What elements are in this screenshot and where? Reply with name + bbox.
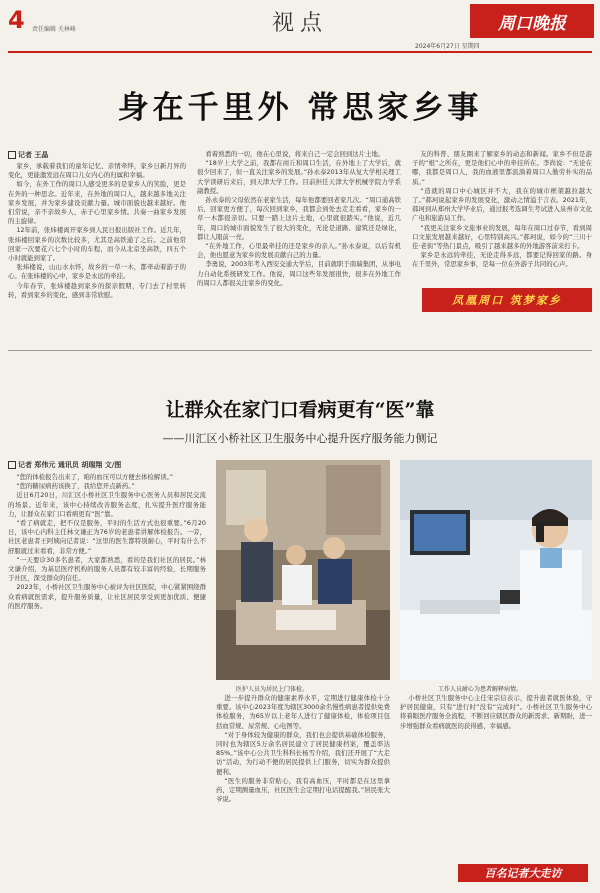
article1-byline: 记者 王晶 xyxy=(8,150,48,160)
home-visit-image xyxy=(216,460,390,680)
paragraph: 今年春节，张炜楼趁到家乡的探亲假期，专门去了村里转转，看到家乡的变化，感到非常欣慰。 xyxy=(8,281,186,299)
photo-staff-phone xyxy=(400,460,592,680)
article1-headline: 身在千里外 常思家乡事 xyxy=(117,90,483,126)
photo-staff-phone-caption: 工作人员耐心为患者解释病情。 xyxy=(438,686,523,693)
paragraph: 李勇说，2003年考入西安交通大学后，目前就职于南瑞集团，从事电力自动化系统研发工作。他说，周口这些年发展很快，很多在外地工作的周口人都很关注家乡的变化。 xyxy=(197,260,401,287)
paragraph: 家乡，承载着我们的童年记忆、亲情牵绊，家乡日新月异的变化，更能激发远在周口儿女内心的归属和幸福。 xyxy=(8,162,186,180)
article2-column-1 xyxy=(8,473,206,885)
paragraph: “18岁上大学之前，我都在商丘和周口生活，在外地上了大学后，就很少回来了，但一直关注家乡的发展。”孙永泰2013年从复大学相关理工大学读研后来后，到天津大学工作。目前担任天津大学机械学院力学系副教授。 xyxy=(197,159,401,195)
paragraph: “在外地工作，心里最牵挂的还是家乡的亲人。”孙永泰说，以后有机会，他也愿意为家乡的发展贡献自己的力量。 xyxy=(197,242,401,260)
editor-credit: 责任编辑 关林峰 xyxy=(32,26,76,33)
article2-byline: 记者 郑伟元 通讯员 胡瑞翔 文/图 xyxy=(8,460,121,470)
paragraph: “看了病就走，把不仅是服务，平时的生活方式也很重要。”6月20日，该中心内科主任林文谦正为76岁的老患者讲解体检报告。一旁，社区老患者王阿姨向记者说：“这里的医生都特别耐心，平时有什么不舒服就过来看看，非常方便。” xyxy=(8,519,206,555)
paragraph: “您的糖尿病药该换了，我给您开点新药。” xyxy=(16,482,135,491)
article2-headline: 让群众在家门口看病更有“医”靠 xyxy=(165,399,435,421)
paragraph: 进一步提升群众的健康素养水平，定期进行健康体检十分重要。该中心2023年度为辖区3000余名慢性病患者提供免费体检服务，为65岁以上老年人进行了健康体检，体检项目包括血常规、尿常规、心电图等。 xyxy=(216,694,390,730)
article1-column-1 xyxy=(8,162,186,342)
photo-home-visit-caption: 医护人员为居民上门体检。 xyxy=(236,686,309,693)
paragraph: “医生的服务非常贴心，我有高血压，平时都是在这里拿药，定期测量血压，社区医生会定期打电话提醒我。”居民张大爷说。 xyxy=(216,776,390,804)
campaign-banner: 百名记者大走访 xyxy=(458,864,588,882)
byline-box-icon xyxy=(8,461,16,469)
newspaper-logo xyxy=(470,4,594,38)
column-name: 视点 xyxy=(272,11,329,36)
page-number: 4 xyxy=(8,6,25,34)
series-banner: 凤凰周口 筑梦家乡 xyxy=(422,288,592,312)
section-divider xyxy=(8,350,592,351)
header-rule xyxy=(8,51,592,53)
paragraph: “一天要诊30多名患者，大家都熟悉，看的是我们社区的居民。”林文谦介绍，为基层医疗机构的服务人员都有较丰富的经验，长期服务于社区，深受群众的信任。 xyxy=(8,555,206,583)
paragraph: 近日6月20日，川汇区小桥社区卫生服务中心医务人员和居民交流的场景。近年来，该中心持续改善服务态度，扎实提升医疗服务能力，让群众在家门口看病更有“医”靠。 xyxy=(8,491,206,518)
photo-home-visit xyxy=(216,460,390,680)
logo-text: 周口晚报 xyxy=(498,13,566,34)
paragraph: 张炜楼说，山山水水怀，故乡的一草一木，都牵动着游子的心。在张炜楼的心中，家乡是永远的牵挂。 xyxy=(8,263,186,281)
staff-phone-image xyxy=(400,460,592,680)
issue-date: 2024年6月27日 星期四 xyxy=(415,43,480,50)
paragraph: 小桥社区卫生服务中心主任宋宗信表示，提升患者就医体验，守护居民健康，只有“进行时”没有“完成时”。小桥社区卫生服务中心将着眼医疗服务全流程，不断回应辖区群众的新需求、新期盼，进一步增强群众看病就医的获得感、幸福感。 xyxy=(400,694,592,730)
paragraph: 12年前，张炜楼离开家乡到人民日报出版社工作。近几年，张炜楼回家乡的次数比较多，尤其是高铁通了之后。之前他常回家一次要花六七个小时的车程，而今从北京坐高铁，四五个小时就能到家了。 xyxy=(8,226,186,263)
article2-column-2 xyxy=(216,694,390,886)
paragraph: “您的体检报告出来了，咱的血压可以方便去体检解读。” xyxy=(16,473,174,481)
paragraph: “造就的周口中心城区并不大，我在的城市框架越拉越大了。”郝珂说起家乡的发展变化，激动之情溢于言表。2021年，郝珂到从郑州大学毕业后，通过报考选调生考试进入泉州市文化广电和旅游局工作。 xyxy=(412,186,592,223)
paragraph: 家乡是永远的牵挂，无论走得多远，都要记得回家的路。身在千里外，常思家乡事，是每一位在外游子共同的心声。 xyxy=(412,251,592,269)
paragraph: “我更关注家乡文旅事业的发展，每年在周口过春节，看到周口文旅发展越来越好，心里特别高兴。”郝珂说，如今的“三川十佳·老街”等热门景点，吸引了越来越多的外地游客前来打卡。 xyxy=(412,223,592,251)
paragraph: “对于身体较为健康的群众，我们也会提供基础体检服务，同时也为辖区5万余名居民建立了居民健康档案，覆盖率达85%。”该中心公共卫生科科长杨雪介绍，我们还开展了“大走访”活动，为行动不便的居民提供上门服务，切实为群众提供便利。 xyxy=(216,730,390,776)
article1-column-3 xyxy=(412,150,592,284)
byline-box-icon xyxy=(8,151,16,159)
paragraph: 如今，在外工作的周口人感受更多的是家乡人的笑脸，更是在外的一种思念。近年来，在外地的周口人，越来越多地关注家乡发展，并为家乡建设贡献力量。城市面貌也越来越好。他们常说，亲不亲故乡人，赤子心里家乡情。共奏一曲家乡发展的主旋律。 xyxy=(8,180,186,226)
article1-column-2 xyxy=(197,150,401,342)
paragraph: 看着熟悉的一切，他在心里说，将来自己一定会回到这片土地。 xyxy=(205,150,385,158)
paragraph: 孙永泰的父母依然在老家生活，每年他都要回老家几次。“周口通高铁后，回家更方便了，每次回到家乡，我都会到处去走走看看，家乡的一草一木都很亲切。只要一踏上这片土地，心里就很踏实。”他说，近几年，周口的城市面貌发生了很大的变化，无论是道路、建筑还是绿化，都让人眼前一亮。 xyxy=(197,196,401,241)
article2-subheadline: ——川汇区小桥社区卫生服务中心提升医疗服务能力侧记 xyxy=(162,432,438,445)
article2-column-3 xyxy=(400,694,592,858)
paragraph: 友的科普、朋友圈来了解家乡的动态和新闻。家乡不但是游子的“根”之所在，更是他们心中的牵挂所在。李尚说：“无论在哪，我都是周口人，我的血液里都流淌着周口人勤劳朴实的品质。” xyxy=(412,150,592,186)
paragraph: 2023年，小桥社区卫生服务中心被评为社区医院，中心紧紧围绕群众看病就医需求，提升服务质量，让社区居民享受到更加优质、便捷的医疗服务。 xyxy=(8,583,206,610)
